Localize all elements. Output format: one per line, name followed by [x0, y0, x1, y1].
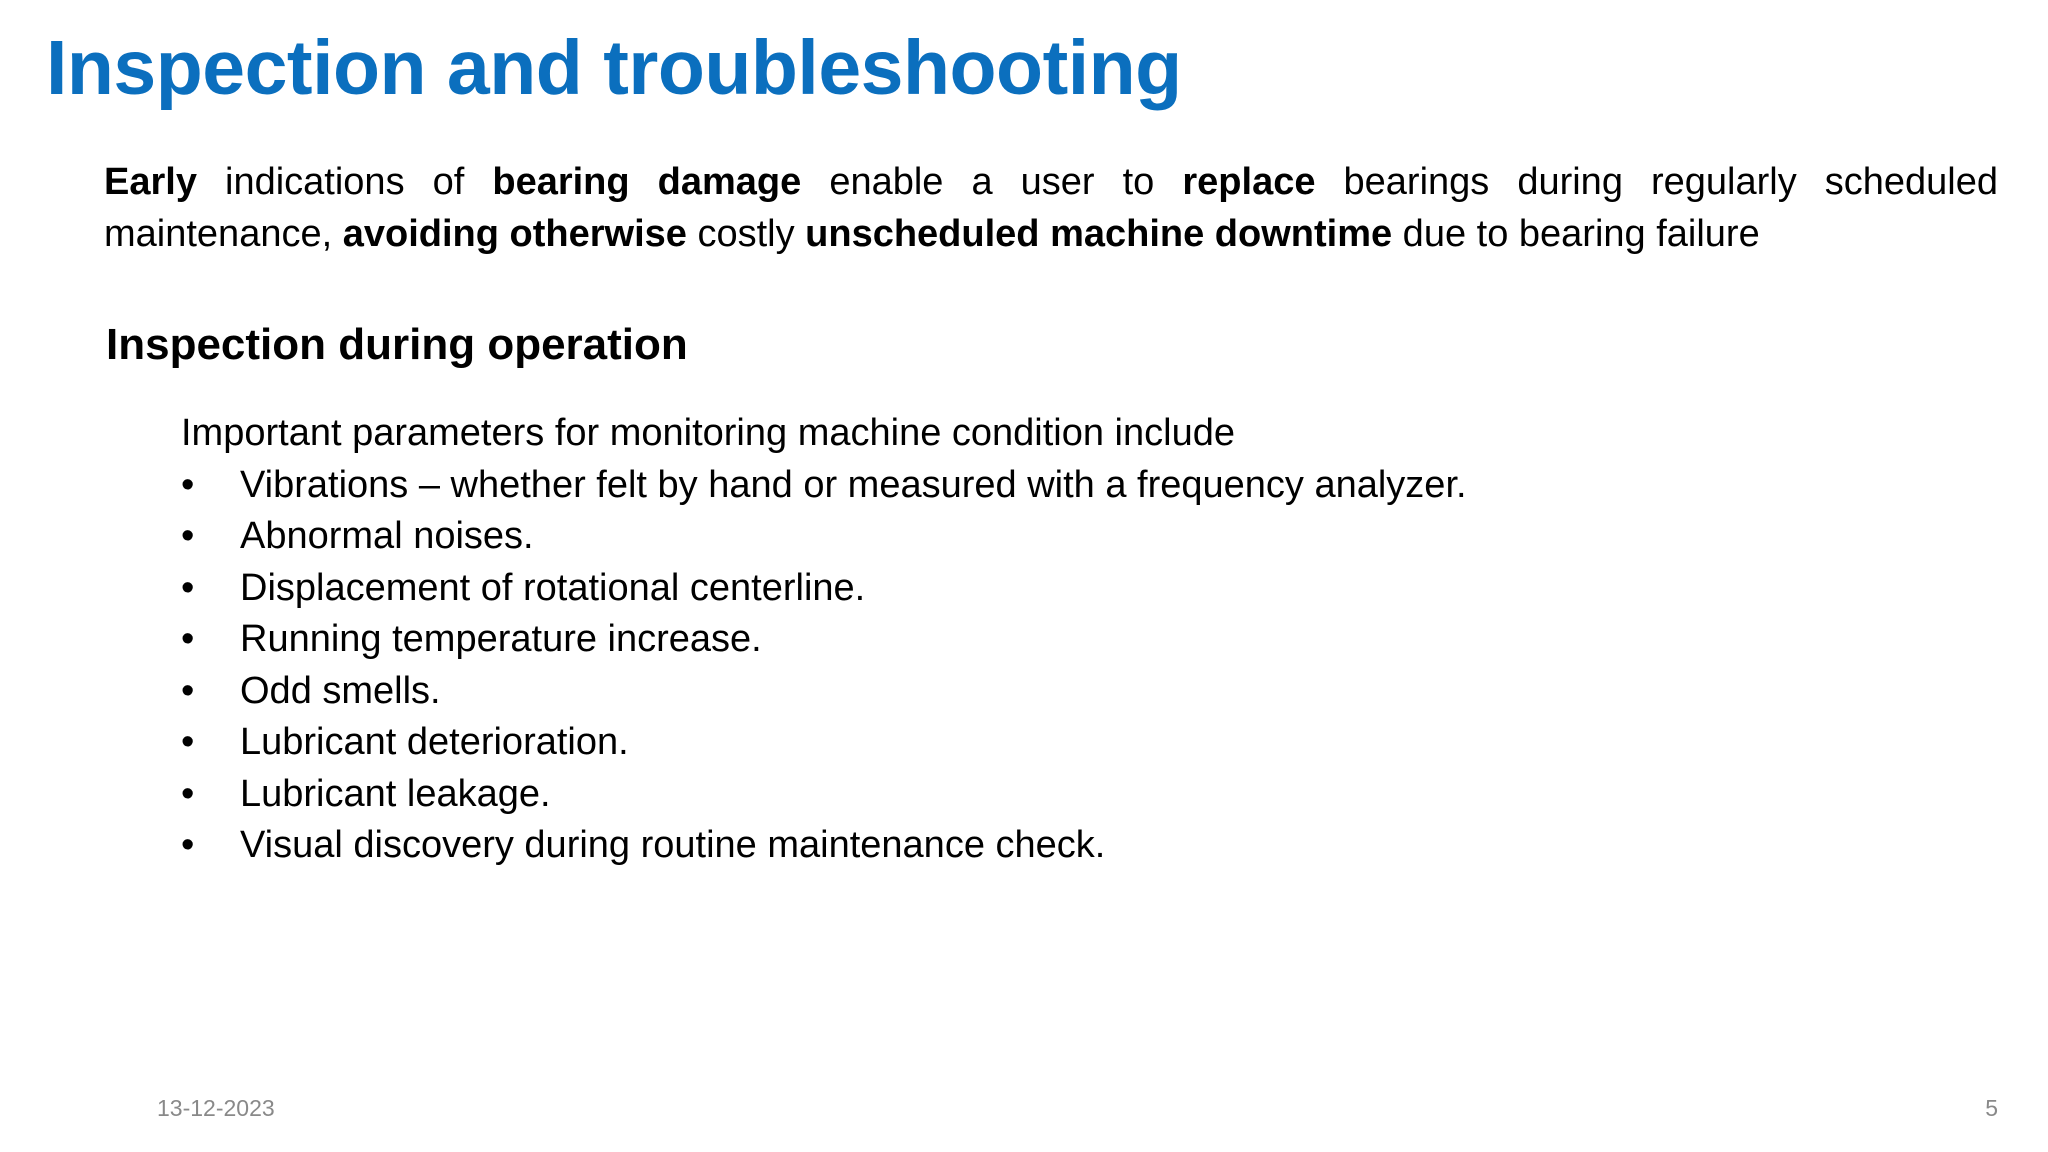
bullet-icon: • — [181, 721, 195, 763]
footer-date: 13-12-2023 — [157, 1095, 275, 1121]
intro-segment: unscheduled machine downtime — [805, 213, 1393, 255]
list-item-text: Running temperature increase. — [240, 618, 762, 660]
section-heading: Inspection during operation — [106, 320, 688, 369]
list-item — [181, 717, 1931, 769]
list-item — [181, 460, 1931, 512]
list-item-text: Lubricant deterioration. — [240, 721, 629, 763]
list-item — [181, 820, 1931, 872]
bullet-icon: • — [181, 463, 195, 506]
intro-segment: Early — [104, 161, 197, 203]
list-item — [181, 666, 1931, 718]
intro-segment: bearing damage — [492, 161, 802, 203]
bullet-icon: • — [181, 515, 195, 557]
bullet-icon: • — [181, 566, 195, 609]
bullet-icon: • — [181, 772, 195, 815]
intro-paragraph — [104, 156, 1998, 260]
list-item — [181, 511, 1931, 563]
list-item-text: Visual discovery during routine maintenance check. — [240, 824, 1106, 866]
list-item-text: Displacement of rotational centerline. — [240, 566, 866, 609]
list-item-text: Lubricant leakage. — [240, 772, 551, 815]
slide-title: Inspection and troubleshooting — [46, 25, 1182, 111]
parameters-list — [181, 460, 1931, 872]
intro-segment: due to bearing failure — [1392, 213, 1760, 255]
intro-segment: costly — [686, 213, 806, 255]
list-item — [181, 563, 1931, 615]
parameters-lead: Important parameters for monitoring machine condition include — [181, 412, 1235, 454]
list-item-text: Vibrations – whether felt by hand or measured with a frequency analyzer. — [240, 463, 1467, 506]
bullet-icon: • — [181, 618, 195, 660]
parameters-section — [181, 408, 1931, 872]
bullet-icon: • — [181, 669, 195, 712]
list-item — [181, 769, 1931, 821]
intro-segment: avoiding otherwise — [342, 213, 687, 255]
page-number: 5 — [1985, 1095, 1998, 1121]
intro-segment: bearings during regularly scheduled maintenance, — [104, 161, 1999, 255]
intro-segment: indications of — [196, 161, 493, 203]
intro-segment: replace — [1182, 161, 1316, 203]
list-item-text: Abnormal noises. — [240, 515, 534, 557]
bullet-icon: • — [181, 824, 195, 866]
list-item-text: Odd smells. — [240, 669, 441, 712]
intro-segment: enable a user to — [801, 161, 1183, 203]
list-item — [181, 614, 1931, 666]
